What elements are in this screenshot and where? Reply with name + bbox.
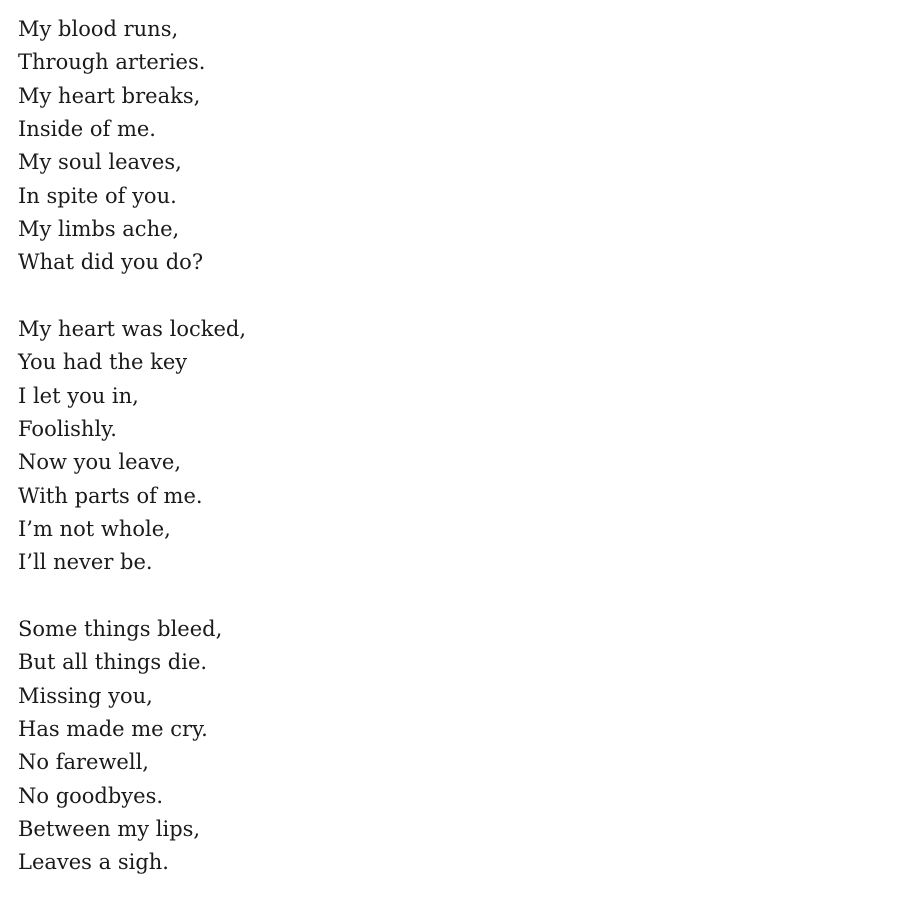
poem-line: What did you do? [18,250,204,275]
poem-line: Has made me cry. [18,716,208,741]
poem-line: Between my lips, [18,816,201,841]
poem-line: I’ll never be. [18,550,153,575]
poem-line: In spite of you. [18,183,177,208]
poem-line: My limbs ache, [18,216,180,241]
poem-line: My soul leaves, [18,150,182,175]
poem [18,13,246,880]
stanza-3 [18,613,246,880]
poem-line: No goodbyes. [18,783,164,808]
poem-line: Through arteries. [18,50,206,75]
poem-line: Missing you, [18,683,153,708]
stanza-2 [18,313,246,580]
poem-line: My heart was locked, [18,316,247,341]
poem-line: I let you in, [18,383,139,408]
poem-line: Some things bleed, [18,616,223,641]
poem-line: Now you leave, [18,450,182,475]
poem-line: No farewell, [18,750,149,775]
poem-line: You had the key [18,350,188,375]
stanza-1 [18,13,246,280]
poem-line: But all things die. [18,650,208,675]
poem-line: With parts of me. [18,483,203,508]
poem-line: I’m not whole, [18,516,171,541]
poem-line: Leaves a sigh. [18,850,169,875]
poem-line: Foolishly. [18,416,117,441]
poem-line: Inside of me. [18,116,156,141]
poem-line: My blood runs, [18,17,179,41]
poem-line: My heart breaks, [18,83,201,108]
